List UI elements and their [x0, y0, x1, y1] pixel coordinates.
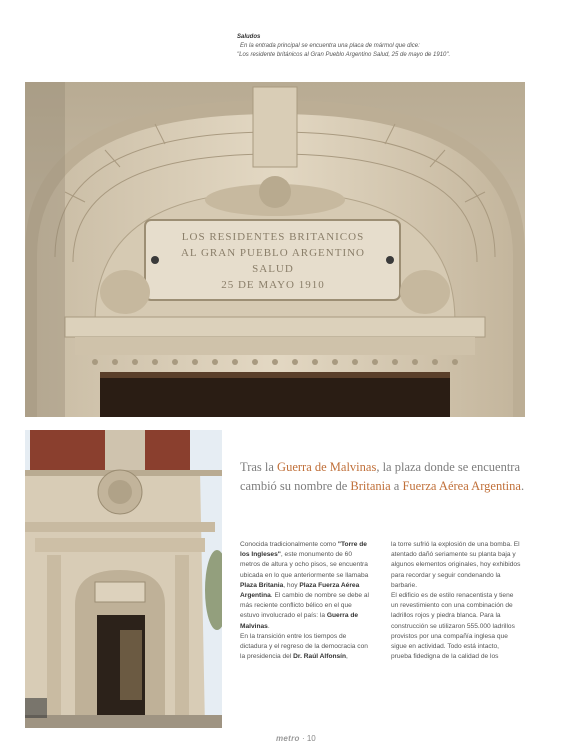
pull-quote-text-3: a — [390, 479, 403, 493]
entrance-arch-photo — [25, 82, 525, 417]
body-column-2 — [391, 540, 521, 662]
pull-quote-text-4: . — [520, 479, 525, 493]
caption-title: Saludos — [237, 34, 261, 40]
col2-paragraph-1: la torre sufrió la explosión de una bomba. El atentado dañó seriamente su planta baja y algunos elementos originales, hoy exhibidos para recordar y seguir condenando la barbarie. — [391, 541, 521, 589]
tower-photo — [25, 430, 222, 728]
photo-caption — [237, 33, 537, 60]
pull-quote — [240, 458, 540, 496]
plaque-line-4: 25 DE MAYO 1910 — [221, 279, 325, 291]
page-footer — [276, 734, 316, 743]
entrance-arch-image — [25, 82, 525, 417]
caption-line-2: "Los residente británicos al Gran Pueblo Argentino Salud, 25 de mayo de 1910". — [237, 52, 451, 58]
page-number: 10 — [306, 734, 316, 743]
pull-quote-highlight-britania: Britania — [350, 479, 391, 493]
magazine-logo: metro — [276, 734, 300, 743]
footer-separator: · — [299, 734, 307, 743]
pull-quote-highlight-malvinas: Guerra de Malvinas — [277, 460, 377, 474]
caption-line-1: En la entrada principal se encuentra una placa de mármol que dice: — [240, 43, 420, 49]
pull-quote-highlight-fuerza-aerea: Fuerza Aérea Argentina — [402, 479, 521, 493]
tower-image — [25, 430, 222, 728]
pull-quote-text-1: Tras la — [240, 460, 278, 474]
col2-paragraph-2: El edificio es de estilo renacentista y tiene un revestimiento con una combinación de ladrillos rojos y piedra blanca. Para la construcción se utilizaron 555.000 ladrillos provistos por una compañía inglesa que sigue en actividad. Todo está intacto, prueba fidedigna de la calidad de los — [391, 592, 515, 661]
col1-paragraph-1: Conocida tradicionalmente como "Torre de los Ingleses", este monumento de 60 metros de altura y ocho pisos, se encuentra ubicada en lo que anteriormente se llamaba Plaza Britania, hoy Plaza Fuerza Aérea Argentina. El cambio de nombre se debe al más reciente conflicto bélico en el que estuvo involucrado el país: la Guerra de Malvinas. — [240, 541, 370, 630]
plaque-line-2: AL GRAN PUEBLO ARGENTINO — [180, 247, 366, 259]
body-column-1 — [240, 540, 370, 662]
pull-quote-text-2: , la plaza donde se encuentra cambió su nombre de — [240, 460, 521, 493]
col1-paragraph-2: En la transición entre los tiempos de dictadura y el regreso de la democracia con la presidencia del Dr. Raúl Alfonsín, — [240, 632, 368, 661]
plaque-line-3: SALUD — [252, 263, 294, 275]
plaque-line-1: LOS RESIDENTES BRITANICOS — [181, 231, 365, 243]
